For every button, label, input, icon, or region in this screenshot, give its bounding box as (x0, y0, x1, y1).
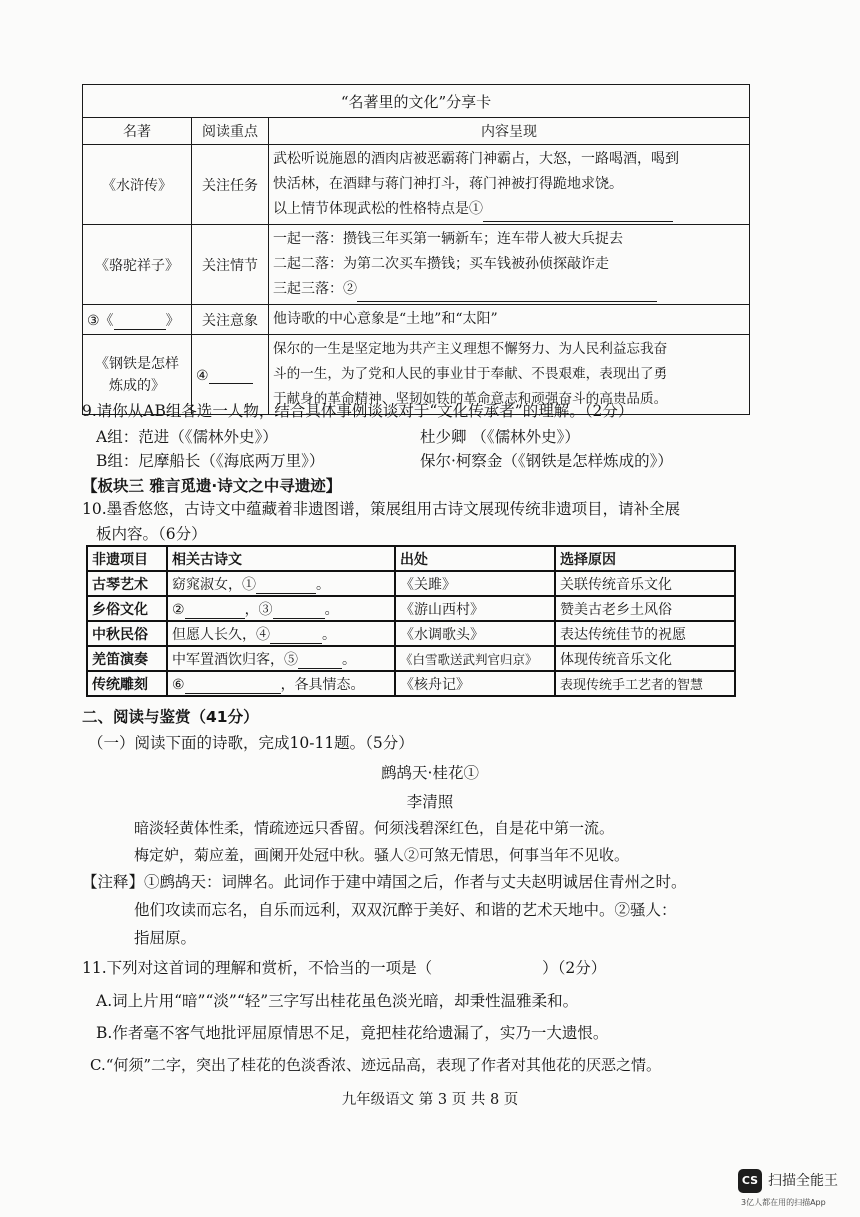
table-row (87, 571, 735, 596)
book-cell (83, 305, 192, 335)
answer-blank-8[interactable] (270, 625, 322, 644)
poem-text: ，各具情态。 (280, 676, 365, 693)
reason-cell: 表现传统手工艺者的智慧 (555, 671, 735, 696)
header-poem: 相关古诗文 (167, 546, 395, 571)
question-11-stem (82, 955, 606, 981)
group-a-first: A组：范进（《儒林外史》） (96, 428, 278, 446)
notes-line-2: 他们攻读而忘名，自乐而远利，双双沉醉于美好、和谐的艺术天地中。②骚人： (134, 901, 677, 919)
source-cell: 《水调歌头》 (395, 621, 555, 646)
header-source: 出处 (395, 546, 555, 571)
poem-text: 。 (342, 651, 356, 668)
header-content: 内容呈现 (269, 118, 750, 145)
answer-blank-1[interactable] (483, 203, 673, 222)
answer-blank-9[interactable] (298, 650, 342, 669)
answer-blank-4[interactable] (209, 365, 253, 384)
book-line: 炼成的》 (109, 377, 165, 394)
page-footer: 九年级语文 第 3 页 共 8 页 (341, 1092, 519, 1108)
poem-cell (167, 646, 395, 671)
poem-text: 。 (316, 576, 330, 593)
question-10-line1: 10.墨香悠悠，古诗文中蕴藏着非遗图谱，策展组用古诗文展现传统非遗项目，请补全展 (82, 500, 681, 518)
answer-blank-2[interactable] (357, 283, 657, 302)
group-b-first: B组：尼摩船长（《海底两万里》） (96, 452, 325, 470)
poem-text: ② (172, 601, 185, 618)
option-a: A.词上片用“暗”“淡”“轻”三字写出桂花虽色淡光暗，却秉性温雅柔和。 (96, 992, 579, 1010)
book-cell: 《水浒传》 (83, 145, 192, 225)
header-book: 名著 (83, 118, 192, 145)
book-cell: 《骆驼祥子》 (83, 225, 192, 305)
question-10-line2: 板内容。（6分） (96, 525, 207, 543)
question-9-stem: 9.请你从AB组各选一人物，结合具体事例谈谈对于“文化传承者”的理解。（2分） (82, 402, 634, 420)
focus-marker: ④ (196, 368, 209, 384)
notes-line-3: 指屈原。 (134, 929, 197, 947)
table-row (87, 596, 735, 621)
book-prefix: ③《 (87, 312, 114, 329)
focus-cell: 关注任务 (192, 145, 269, 225)
watermark-name: 扫描全能王 (768, 1173, 838, 1189)
reason-cell: 关联传统音乐文化 (555, 571, 735, 596)
heritage-table (86, 545, 736, 697)
content-line (273, 277, 745, 302)
poem-title: 鹧鸪天·桂花① (381, 764, 479, 782)
option-c: C.“何须”二字，突出了桂花的色淡香浓、迹远品高，表现了作者对其他花的厌恶之情。 (90, 1056, 662, 1074)
table-row (87, 621, 735, 646)
source-cell: 《核舟记》 (395, 671, 555, 696)
poem-text: 中军置酒饮归客，⑤ (172, 651, 298, 668)
book-suffix: 》 (165, 312, 180, 329)
question-11-stem-a: 11.下列对这首词的理解和赏析，不恰当的一项是（ (82, 959, 433, 977)
content-cell (269, 145, 750, 225)
answer-blank-7[interactable] (273, 600, 325, 619)
heritage-item: 中秋民俗 (87, 621, 167, 646)
content-line (273, 197, 745, 222)
answer-blank-10[interactable] (185, 675, 281, 694)
content-cell (269, 305, 750, 335)
focus-cell: 关注意象 (192, 305, 269, 335)
content-line: 保尔的一生是坚定地为共产主义理想不懈努力、为人民利益忘我奋 (273, 341, 668, 357)
book-line: 《钢铁是怎样 (95, 355, 179, 372)
content-line: 他诗歌的中心意象是“土地”和“太阳” (273, 311, 498, 327)
source-cell: 《游山西村》 (395, 596, 555, 621)
answer-blank-5[interactable] (256, 575, 316, 594)
group-b-second: 保尔·柯察金（《钢铁是怎样炼成的》） (420, 452, 673, 470)
header-reason: 选择原因 (555, 546, 735, 571)
question-11-stem-b: ）（2分） (542, 959, 607, 977)
content-line: 武松听说施恩的酒肉店被恶霸蒋门神霸占，大怒，一路喝酒，喝到 (273, 151, 679, 167)
reason-cell: 表达传统佳节的祝愿 (555, 621, 735, 646)
focus-cell: 关注情节 (192, 225, 269, 305)
card-row-luotuo (83, 225, 750, 305)
section-heading: 【板块三 雅言觅遗·诗文之中寻遗迹】 (82, 477, 342, 495)
reason-cell: 体现传统音乐文化 (555, 646, 735, 671)
content-line: 一起一落：攒钱三年买第一辆新车；连车带人被大兵捉去 (273, 231, 623, 247)
reason-cell: 赞美古老乡土风俗 (555, 596, 735, 621)
share-card-table (82, 84, 750, 415)
answer-blank-6[interactable] (185, 600, 245, 619)
poem-line-1: 暗淡轻黄体性柔，情疏迹远只香留。何须浅碧深红色，自是花中第一流。 (134, 819, 615, 837)
poem-line-2: 梅定妒，菊应羞，画阑开处冠中秋。骚人②可煞无情思，何事当年不见收。 (134, 846, 630, 864)
content-line: 于献身的革命精神、坚韧如铁的革命意志和顽强奋斗的高贵品质。 (273, 391, 668, 407)
content-line: 快活林，在酒肆与蒋门神打斗，蒋门神被打得跪地求饶。 (273, 176, 623, 192)
group-a-second: 杜少卿 （《儒林外史》） (420, 428, 580, 446)
source-cell: 《白雪歌送武判官归京》 (395, 646, 555, 671)
heritage-item: 乡俗文化 (87, 596, 167, 621)
content-cell (269, 225, 750, 305)
camscanner-logo-icon: CS (738, 1169, 762, 1193)
poem-cell (167, 621, 395, 646)
poem-cell (167, 671, 395, 696)
answer-blank-3[interactable] (114, 311, 166, 330)
heritage-item: 古琴艺术 (87, 571, 167, 596)
option-b: B.作者毫不客气地批评屈原情思不足，竟把桂花给遗漏了，实乃一大遗恨。 (96, 1024, 609, 1042)
heritage-item: 传统雕刻 (87, 671, 167, 696)
part-2-title: 二、阅读与鉴赏（41分） (82, 708, 259, 726)
subsection-1: （一）阅读下面的诗歌，完成10-11题。（5分） (88, 734, 414, 752)
content-line-text: 三起三落：② (273, 281, 357, 297)
poem-cell (167, 571, 395, 596)
heritage-item: 羌笛演奏 (87, 646, 167, 671)
notes-line-1: 【注释】①鹧鸪天：词牌名。此词作于建中靖国之后，作者与丈夫赵明诚居住青州之时。 (82, 873, 687, 891)
poem-cell (167, 596, 395, 621)
poem-text: ⑥ (172, 676, 185, 693)
poem-text: 但愿人长久，④ (172, 626, 270, 643)
table-row (87, 646, 735, 671)
card-row-poet (83, 305, 750, 335)
content-line-text: 以上情节体现武松的性格特点是① (273, 201, 483, 217)
card-row-shuihu (83, 145, 750, 225)
poem-text: 窈窕淑女，① (172, 576, 256, 593)
poem-text: ，③ (244, 601, 273, 618)
watermark-tagline: 3亿人都在用的扫描App (741, 1198, 826, 1207)
header-item: 非遗项目 (87, 546, 167, 571)
card-title: “名著里的文化”分享卡 (83, 85, 750, 118)
table-row (87, 671, 735, 696)
header-focus: 阅读重点 (192, 118, 269, 145)
poem-text: 。 (324, 601, 339, 618)
poem-author: 李清照 (406, 793, 454, 811)
poem-text: 。 (322, 626, 336, 643)
content-line: 斗的一生，为了党和人民的事业甘于奉献、不畏艰难，表现出了勇 (273, 366, 668, 382)
source-cell: 《关雎》 (395, 571, 555, 596)
content-line: 二起二落：为第二次买车攒钱；买车钱被孙侦探敲诈走 (273, 256, 609, 272)
